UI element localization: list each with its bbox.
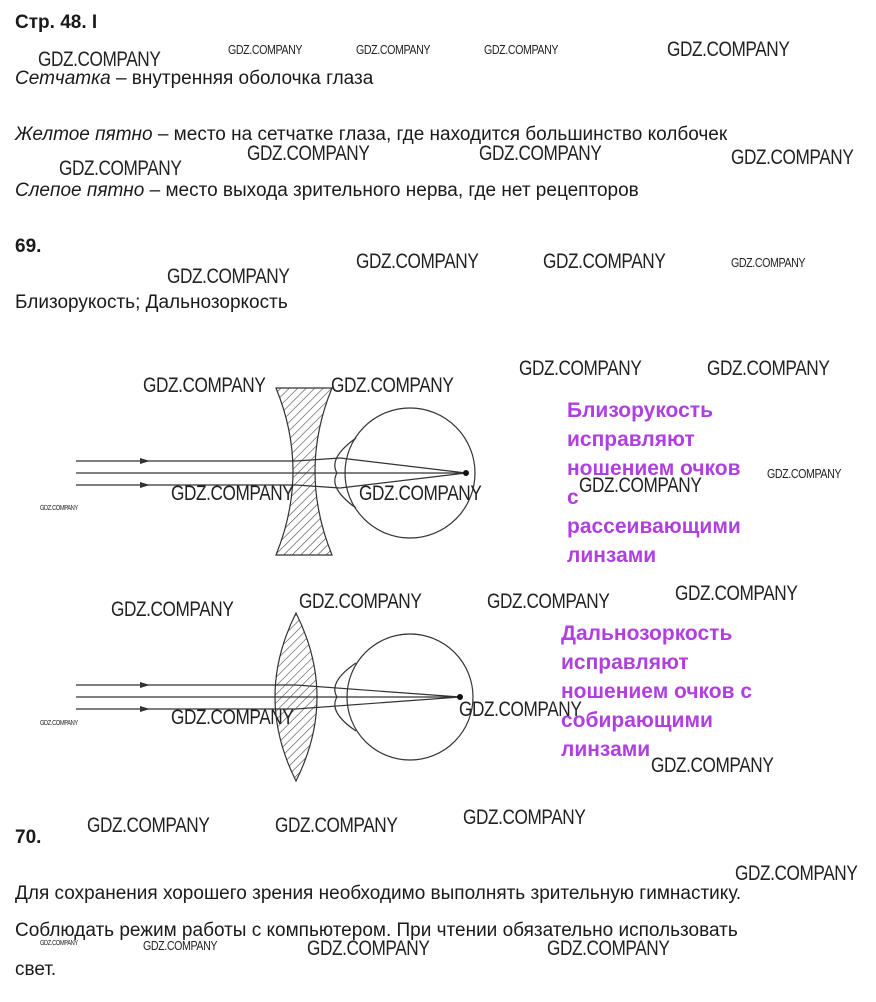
myopia-correction-note: Близорукость исправляют ношением очков с рассеивающими линзами [567,399,741,567]
definition-text: – внутренняя оболочка глаза [110,68,374,89]
definition-term: Желтое пятно [15,124,153,145]
watermark: GDZ.COMPANY [356,250,479,273]
watermark: GDZ.COMPANY [359,482,482,505]
watermark: GDZ.COMPANY [171,482,294,505]
definition-text: – место выхода зрительного нерва, где нет рецепторов [144,180,639,201]
watermark: GDZ.COMPANY [299,590,422,613]
task-70-line-3: свет. [15,959,57,980]
focus-point [463,470,469,476]
diverging-lens [276,388,332,555]
watermark: GDZ.COMPANY [667,38,790,61]
watermark: GDZ.COMPANY [547,937,670,960]
watermark: GDZ.COMPANY [307,937,430,960]
page-header: Стр. 48. I [15,12,98,33]
watermark: GDZ.COMPANY [143,374,266,397]
task-69-number: 69. [15,236,42,257]
watermark: GDZ.COMPANY [111,598,234,621]
watermark: GDZ.COMPANY [731,255,806,270]
watermark: GDZ.COMPANY [275,814,398,837]
watermark: GDZ.COMPANY [87,814,210,837]
watermark: GDZ.COMPANY [487,590,610,613]
watermark: GDZ.COMPANY [247,142,370,165]
watermark: GDZ.COMPANY [707,357,830,380]
watermark: GDZ.COMPANY [479,142,602,165]
watermark: GDZ.COMPANY [463,806,586,829]
definition-text: – место на сетчатке глаза, где находится большинство колбочек [152,124,728,145]
watermark: GDZ.COMPANY [731,146,854,169]
watermark: GDZ.COMPANY [651,754,774,777]
watermark: GDZ.COMPANY [459,698,582,721]
watermark: GDZ.COMPANY [228,42,303,57]
task-69-answer: Близорукость; Дальнозоркость [15,292,288,313]
definition-yellow-spot [15,124,727,147]
watermark: GDZ.COMPANY [59,157,182,180]
watermark: GDZ.COMPANY [167,265,290,288]
definition-term: Сетчатка [15,68,111,89]
watermark: GDZ.COMPANY [543,250,666,273]
watermark: GDZ.COMPANY [40,720,78,727]
watermark: GDZ.COMPANY [356,42,431,57]
watermark: GDZ.COMPANY [171,706,294,729]
task-70-number: 70. [15,827,42,848]
watermark: GDZ.COMPANY [519,357,642,380]
watermark: GDZ.COMPANY [579,474,702,497]
definition-blind-spot [15,180,639,203]
watermark: GDZ.COMPANY [675,582,798,605]
hyperopia-correction-note: Дальнозоркость исправляют ношением очков с собирающими линзами [561,622,753,761]
hyperopia-diagram [0,605,520,790]
task-70-line-1: Для сохранения хорошего зрения необходимо выполнять зрительную гимнастику. [15,883,742,904]
definition-term: Слепое пятно [15,180,145,201]
watermark: GDZ.COMPANY [767,466,842,481]
watermark: GDZ.COMPANY [331,374,454,397]
watermark: GDZ.COMPANY [484,42,559,57]
task-70-line-2: Соблюдать режим работы с компьютером. При чтении обязательно использовать [15,920,738,941]
watermark: GDZ.COMPANY [143,938,218,953]
watermark: GDZ.COMPANY [40,940,78,947]
watermark: GDZ.COMPANY [40,505,78,512]
myopia-diagram [0,380,520,570]
watermark: GDZ.COMPANY [38,48,161,71]
watermark: GDZ.COMPANY [735,862,858,885]
